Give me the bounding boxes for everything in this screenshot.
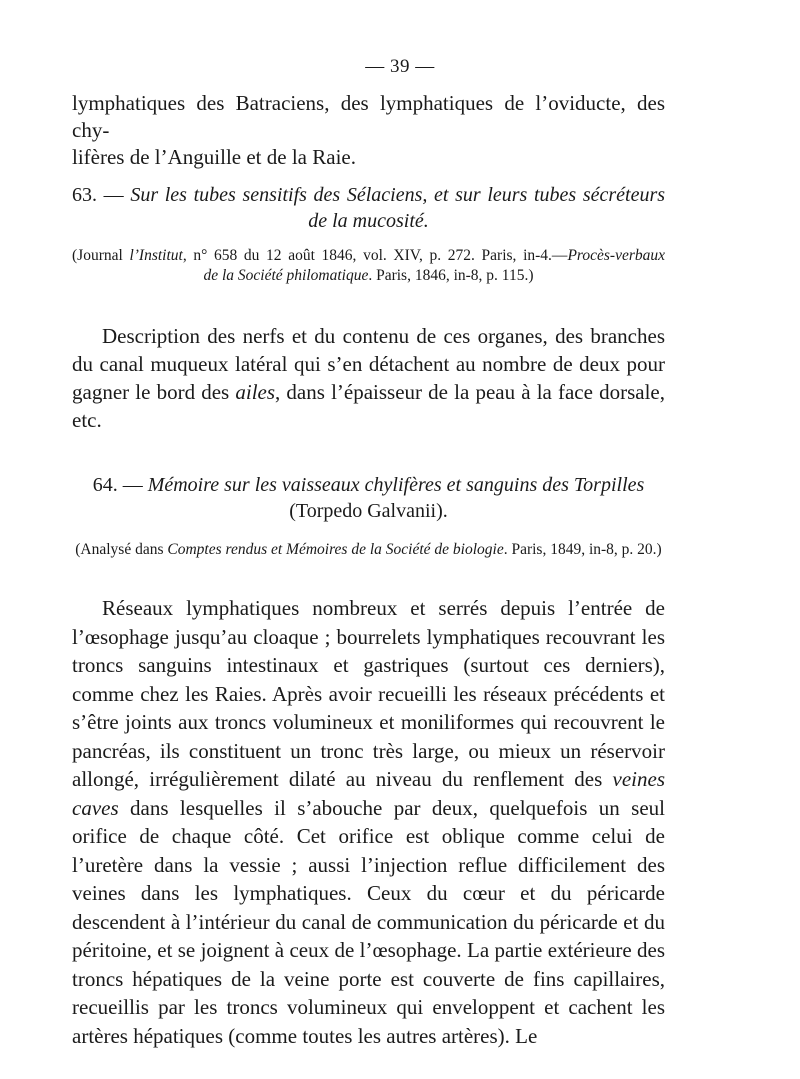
section-64-body-pre: Réseaux lymphatiques nombreux et serrés depuis l’entrée de l’œsophage jusqu’au cloaque ; bourrelets lymphatiques recouvrant les troncs sanguins intestinaux et gastriques (surtout ces derniers), comme chez les Raies. Après avoir recueilli les réseaux précédents et s’être joints aux troncs volumineux et moniliformes qui recouvrent le pancréas, ils constituent un tronc très large, ou mieux un réservoir allongé, irrégulièrement dilaté au niveau du renflement des: [72, 596, 665, 791]
section-63-body-post: , dans l’épaisseur de la peau à la face dorsale, etc.: [72, 380, 665, 432]
section-64-body-em: veines caves: [72, 767, 665, 820]
ref-63-journal: l’Institut: [129, 247, 183, 264]
section-64-heading: [72, 472, 665, 524]
opening-line-1: lymphatiques des Batraciens, des lymphatiques de l’oviducte, des chy-: [72, 91, 665, 142]
ref-63-end: . Paris, 1846, in-8, p. 115.): [368, 267, 534, 284]
opening-paragraph: [72, 90, 665, 171]
section-63-number: 63. —: [72, 184, 124, 206]
opening-line-2: lifères de l’Anguille et de la Raie.: [72, 145, 356, 169]
ref-63-mid: , n° 658 du 12 août 1846, vol. XIV, p. 272. Paris, in-4.—: [182, 247, 568, 264]
section-63-heading: [72, 182, 665, 234]
page-number: — 39 —: [365, 56, 435, 77]
section-63-body-em: ailes: [235, 380, 276, 404]
section-63-body: [72, 322, 665, 434]
section-64-title-line-2: (Torpedo Galvanii).: [289, 500, 448, 522]
ref-63-societe: de la Société philomatique: [203, 267, 369, 284]
section-63-reference: [72, 246, 665, 286]
section-64-body-post: dans lesquelles il s’abouche par deux, quelquefois un seul orifice de chaque côté. Cet orifice est oblique comme celui de l’uretère dans la vessie ; aussi l’injection reflue difficilement des veines dans les lymphatiques. Ceux du cœur et du péricarde descendent à l’intérieur du canal de communication du péricarde et du péritoine, et se joignent à ceux de l’œsophage. La partie extérieure des troncs hépatiques de la veine porte est couverte de fins capillaires, recueillis par les troncs volumineux qui enveloppent et cachent les artères hépatiques (comme toutes les autres artères). Le: [72, 795, 665, 1048]
section-64-reference: [72, 540, 665, 560]
ref-64-prefix: (Analysé dans: [75, 541, 168, 558]
section-64-number: 64. —: [92, 474, 143, 496]
section-64-body: [72, 594, 665, 1050]
ref-63-proces-verbaux: Procès-verbaux: [567, 247, 665, 264]
ref-64-end: . Paris, 1849, in-8, p. 20.): [503, 541, 662, 558]
section-64-title-line-1: Mémoire sur les vaisseaux chylifères et sanguins des Torpilles: [147, 474, 645, 496]
section-63-title-line-1: Sur les tubes sensitifs des Sélaciens, et sur leurs tubes sécréteurs: [130, 184, 666, 206]
section-63-title-line-2: de la mucosité.: [308, 210, 429, 232]
section-63-body-pre: Description des nerfs et du contenu de ces organes, des branches du canal muqueux latéral qui s’en détachent au nombre de deux pour gagner le bord des: [72, 324, 665, 404]
ref-64-publication: Comptes rendus et Mémoires de la Société de biologie: [167, 541, 504, 558]
ref-63-prefix: (Journal: [72, 247, 130, 264]
